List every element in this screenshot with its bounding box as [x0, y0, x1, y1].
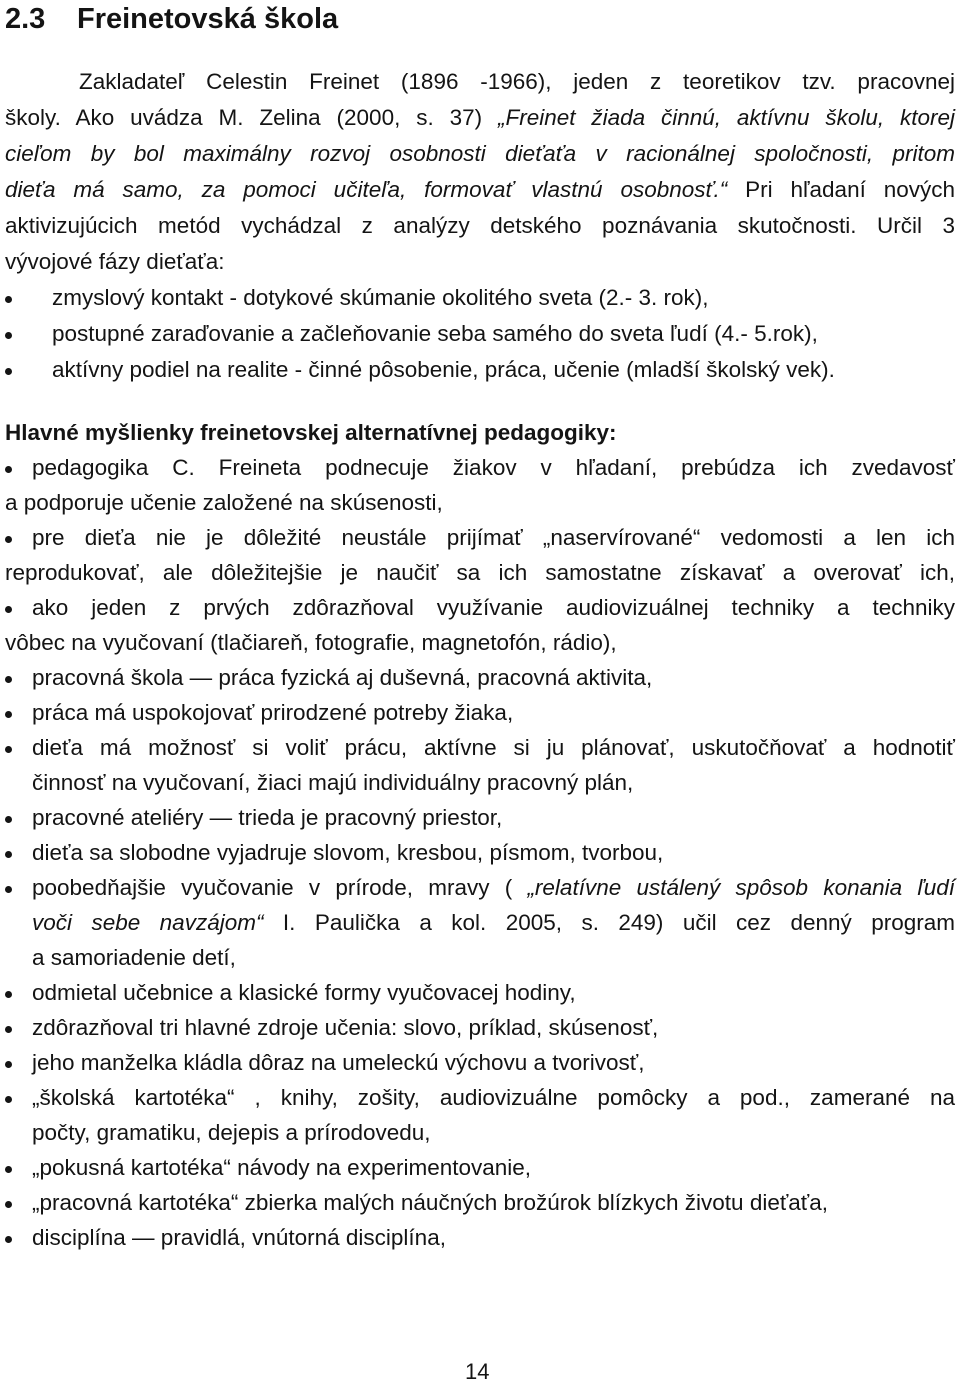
- bullet-marker: [5, 536, 12, 543]
- bullet-marker: [5, 1236, 12, 1243]
- intro-line-2: [5, 101, 955, 135]
- bullet-marker: [5, 1201, 12, 1208]
- bullet-marker: [5, 606, 12, 613]
- idea-9-line-2: [32, 906, 955, 940]
- intro-line-2-plain: školy. Ako uvádza M. Zelina (2000, s. 37): [5, 105, 498, 130]
- bullet-marker: [5, 886, 12, 893]
- idea-1-line-2: a podporuje učenie založené na skúsenosti,: [5, 490, 443, 515]
- idea-9-citation: I. Paulička a kol. 2005, s. 249) učil cez denný program: [263, 910, 956, 935]
- section-title: Freinetovská škola: [77, 3, 339, 35]
- ideas-heading: Hlavné myšlienky freinetovskej alternatívnej pedagogiky:: [5, 420, 617, 445]
- bullet-marker: [5, 1166, 12, 1173]
- idea-13-line-2: počty, gramatiku, dejepis a prírodovedu,: [32, 1120, 431, 1145]
- idea-1-line-1: pedagogika C. Freineta podnecuje žiakov v hľadaní, prebúdza ich zvedavosť: [32, 455, 955, 480]
- idea-6-line-2: činnosť na vyučovaní, žiaci majú individuálny pracovný plán,: [32, 770, 634, 795]
- bullet-marker: [5, 296, 12, 303]
- idea-6-line-1: dieťa má možnosť si voliť prácu, aktívne si ju plánovať, uskutočňovať a hodnotiť: [32, 735, 955, 760]
- idea-11: zdôrazňoval tri hlavné zdroje učenia: slovo, príklad, skúsenosť,: [32, 1015, 659, 1040]
- idea-12: jeho manželka kládla dôraz na umeleckú výchovu a tvorivosť,: [32, 1050, 645, 1075]
- idea-9-quote: „relatívne ustálený spôsob konania ľudí: [527, 875, 955, 900]
- bullet-marker: [5, 851, 12, 858]
- phase-item-2: postupné zaraďovanie a začleňovanie seba samého do sveta ľudí (4.- 5.rok),: [52, 321, 818, 346]
- bullet-marker: [5, 816, 12, 823]
- idea-2-line-2: reprodukovať, ale dôležitejšie je naučiť sa ich samostatne získavať a overovať ich,: [5, 560, 955, 585]
- intro-quote-start: „Freinet žiada činnú, aktívnu školu, ktorej: [497, 105, 955, 130]
- idea-9-line-1: [32, 871, 955, 905]
- bullet-marker: [5, 746, 12, 753]
- idea-14: „pokusná kartotéka“ návody na experimentovanie,: [32, 1155, 532, 1180]
- intro-line-5: aktivizujúcich metód vychádzal z analýzy detského poznávania skutočnosti. Určil 3: [5, 213, 955, 238]
- bullet-marker: [5, 332, 12, 339]
- idea-13-line-1: „školská kartotéka“ , knihy, zošity, audiovizuálne pomôcky a pod., zamerané na: [32, 1085, 955, 1110]
- idea-9-plain: poobedňajšie vyučovanie v prírode, mravy (: [32, 875, 528, 900]
- idea-16: disciplína — pravidlá, vnútorná disciplína,: [32, 1225, 446, 1250]
- bullet-marker: [5, 1026, 12, 1033]
- bullet-marker: [5, 1096, 12, 1103]
- bullet-marker: [5, 368, 12, 375]
- idea-3-line-1: ako jeden z prvých zdôrazňoval využívanie audiovizuálnej techniky a techniky: [32, 595, 955, 620]
- idea-3-line-2: vôbec na vyučovaní (tlačiareň, fotografie, magnetofón, rádio),: [5, 630, 617, 655]
- idea-5: práca má uspokojovať prirodzené potreby žiaka,: [32, 700, 514, 725]
- bullet-marker: [5, 676, 12, 683]
- idea-9-line-3: a samoriadenie detí,: [32, 945, 236, 970]
- bullet-marker: [5, 1061, 12, 1068]
- intro-line-6: vývojové fázy dieťaťa:: [5, 249, 225, 274]
- phase-item-3: aktívny podiel na realite - činné pôsobenie, práca, učenie (mladší školský vek).: [52, 357, 835, 382]
- idea-2-line-1: pre dieťa nie je dôležité neustále prijímať „naservírované“ vedomosti a len ich: [32, 525, 955, 550]
- idea-7: pracovné ateliéry — trieda je pracovný priestor,: [32, 805, 503, 830]
- intro-line-3: cieľom by bol maximálny rozvoj osobnosti dieťaťa v racionálnej spoločnosti, pritom: [5, 141, 955, 166]
- bullet-marker: [5, 711, 12, 718]
- page-number: 14: [465, 1359, 490, 1384]
- bullet-marker: [5, 991, 12, 998]
- section-number: 2.3: [5, 3, 46, 35]
- intro-line-4: [5, 173, 955, 207]
- section-heading: [5, 1, 338, 37]
- intro-line-1: Zakladateľ Celestin Freinet (1896 -1966), jeden z teoretikov tzv. pracovnej: [79, 69, 955, 94]
- idea-4: pracovná škola — práca fyzická aj duševná, pracovná aktivita,: [32, 665, 653, 690]
- bullet-marker: [5, 466, 12, 473]
- intro-quote-end: dieťa má samo, za pomoci učiteľa, formovať vlastnú osobnosť.“: [5, 177, 728, 202]
- idea-15: „pracovná kartotéka“ zbierka malých náučných brožúrok blízkych životu dieťaťa,: [32, 1190, 828, 1215]
- idea-10: odmietal učebnice a klasické formy vyučovacej hodiny,: [32, 980, 576, 1005]
- idea-8: dieťa sa slobodne vyjadruje slovom, kresbou, písmom, tvorbou,: [32, 840, 664, 865]
- idea-9-quote-end: voči sebe navzájom“: [32, 910, 264, 935]
- phase-item-1: zmyslový kontakt - dotykové skúmanie okolitého sveta (2.- 3. rok),: [52, 285, 709, 310]
- intro-line-4-plain: Pri hľadaní nových: [727, 177, 955, 202]
